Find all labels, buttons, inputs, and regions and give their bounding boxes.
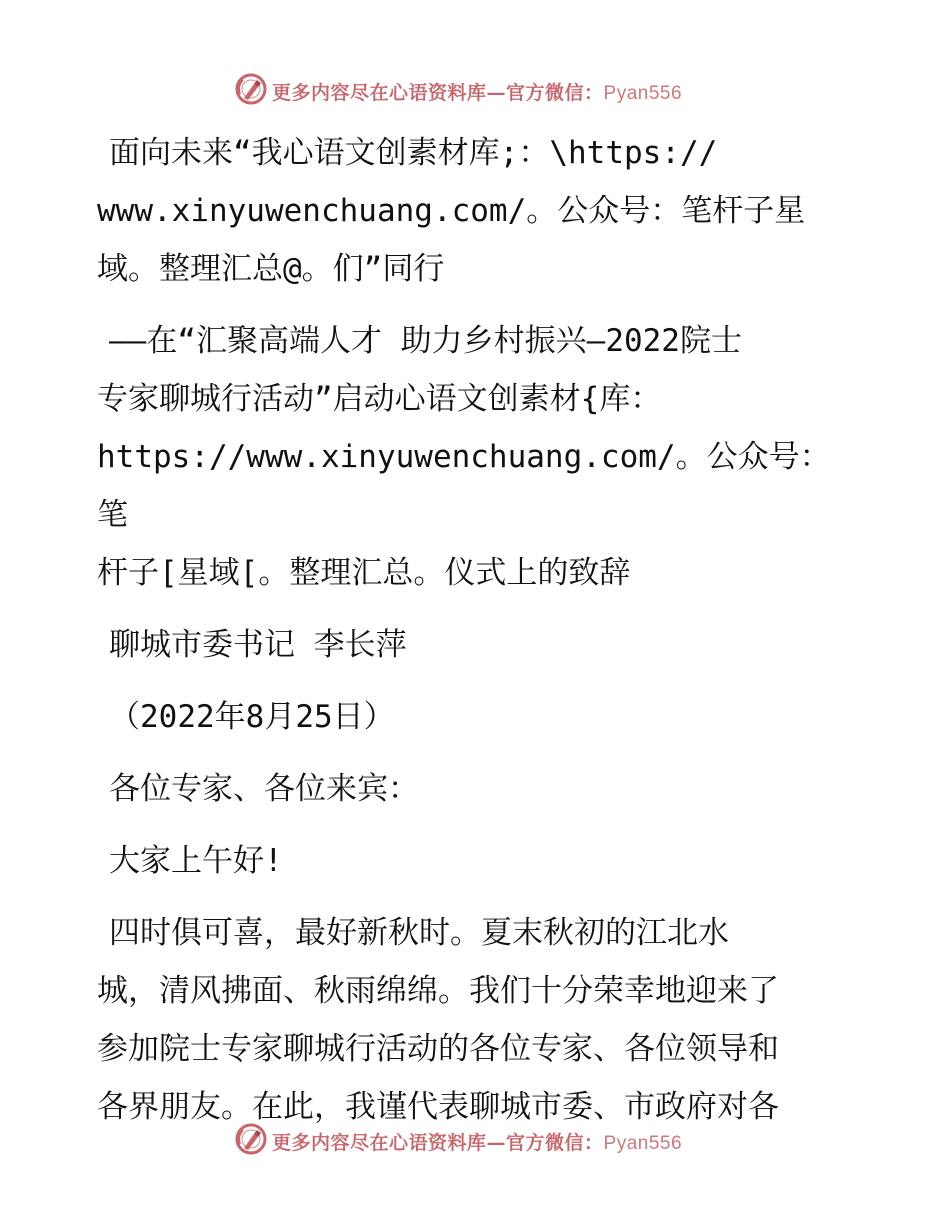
watermark-text: 更多内容尽在心语资料库—官方微信：Pyan556	[272, 1132, 683, 1154]
subtitle-line: 杆子[星域[。整理汇总。仪式上的致辞	[97, 555, 631, 591]
watermark-text: 更多内容尽在心语资料库—官方微信：Pyan556	[272, 82, 683, 104]
title-line: www.xinyuwenchuang.com/。公众号：笔杆子星	[97, 193, 806, 229]
watermark-banner-bottom	[0, 1120, 950, 1160]
subtitle-line: ——在“汇聚高端人才 助力乡村振兴—2022院士	[109, 323, 742, 359]
title-line: 域。整理汇总@。们”同行	[97, 251, 445, 287]
greeting-line: 大家上午好!	[109, 843, 283, 879]
salutation-line: 各位专家、各位来宾：	[109, 771, 419, 807]
watermark-handle: Pyan556	[603, 83, 683, 104]
watermark-banner-top	[0, 70, 950, 110]
subtitle-line: 专家聊城行活动”启动心语文创素材{库：	[97, 381, 662, 417]
pen-nib-circle-logo-icon	[234, 72, 268, 106]
author-line: 聊城市委书记 李长萍	[109, 627, 407, 663]
body-line: 城，清风拂面、秋雨绵绵。我们十分荣幸地迎来了	[97, 973, 779, 1009]
title-block	[97, 124, 857, 298]
title-line: 面向未来“我心语文创素材库;：\https://	[109, 135, 718, 171]
subtitle-block	[97, 312, 857, 602]
date-line: （2022年8月25日）	[109, 699, 395, 735]
pen-nib-circle-logo-icon	[234, 1122, 268, 1156]
body-line: 参加院士专家聊城行活动的各位专家、各位领导和	[97, 1031, 779, 1067]
watermark-handle: Pyan556	[603, 1133, 683, 1154]
subtitle-line: https://www.xinyuwenchuang.com/。公众号：笔	[97, 439, 831, 533]
body-line: 四时俱可喜，最好新秋时。夏末秋初的江北水	[109, 915, 729, 951]
body-paragraph	[97, 904, 857, 1136]
body-line: 各界朋友。在此，我谨代表聊城市委、市政府对各	[97, 1089, 779, 1125]
document-body	[97, 124, 857, 1136]
